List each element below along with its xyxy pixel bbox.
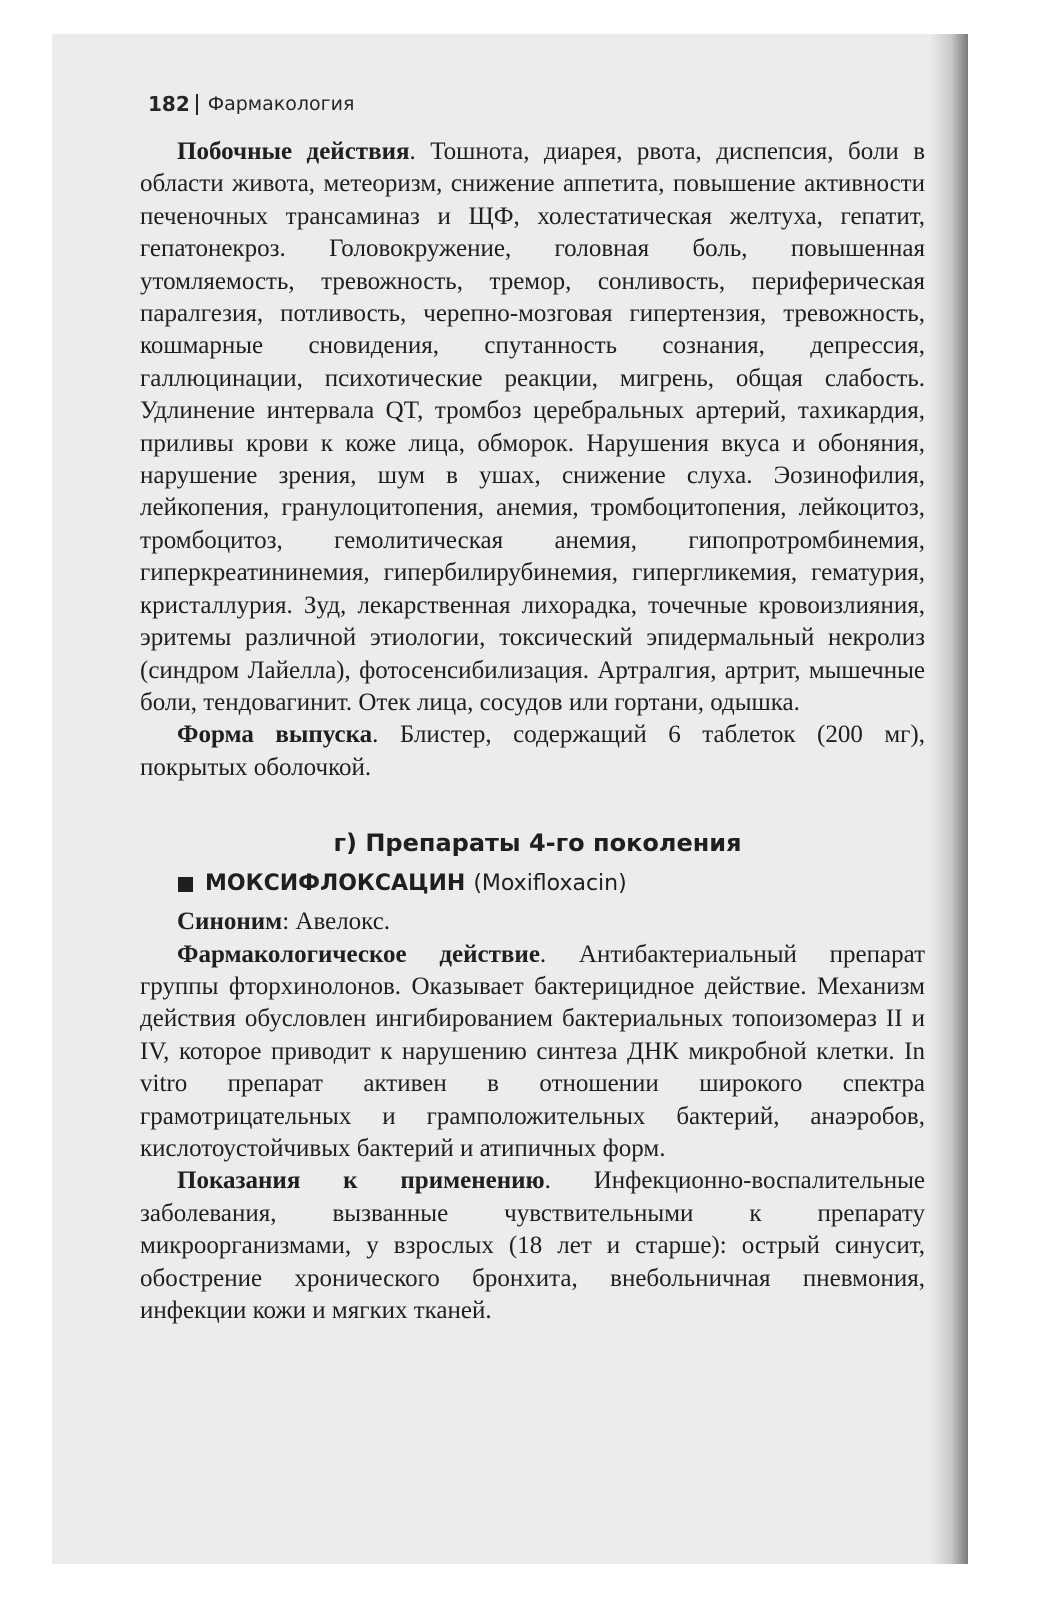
pharm-action-heading: Фармакологическое действие [177, 940, 540, 968]
side-effects-paragraph [140, 136, 925, 719]
section-title: г) Препараты 4-го поколения [333, 829, 742, 858]
release-form-text: . Блистер, содержащий 6 таблеток (200 мг), покрытых оболочкой. [140, 721, 926, 781]
square-bullet-icon [178, 877, 193, 892]
release-form-paragraph [140, 719, 925, 784]
drug-name: МОКСИФЛОКСАЦИН [205, 871, 466, 897]
page-number: 182 [148, 92, 190, 116]
header-divider [196, 94, 198, 115]
drug-latin-name: (Moxifloxacin) [473, 871, 627, 897]
drug-heading [178, 868, 925, 900]
side-effects-text: . Тошнота, диарея, рвота, диспепсия, боли в области живота, метеоризм, снижение аппетита, повышение активности печеночных трансаминаз и ЩФ, холестатическая желтуха, гепатит, гепатонекроз. Головокружение, головная боль, повышенная утомляемость, тревожность, тремор, сонливость, периферическая паралгезия, потливость, черепно-мозговая гипертензия, тревожность, кошмарные сновидения, спутанность сознания, депрессия, галлюцинации, психотические реакции, мигрень, общая слабость. Удлинение интервала QT, тромбоз церебральных артерий, тахикардия, приливы крови к коже лица, обморок. Нарушения вкуса и обоняния, нарушение зрения, шум в ушах, снижение слуха. Эозинофилия, лейкопения, гранулоцитопения, анемия, тромбоцитопения, лейкоцитоз, тромбоцитоз, гемолитическая анемия, гипопротромбинемия, гиперкреатининемия, гипербилирубинемия, гипергликемия, гематурия, кристаллурия. Зуд, лекарственная лихорадка, точечные кровоизлияния, эритемы различной этиологии, токсический эпидермальный некролиз (синдром Лайелла), фотосенсибилизация. Артралгия, артрит, мышечные боли, тендовагинит. Отек лица, сосудов или гортани, одышка. [140, 138, 925, 716]
indications-heading: Показания к применению [177, 1167, 545, 1195]
indications-text: . Инфекционно-воспалительные заболевания, вызванные чувствительными к препарату микроорганизмами, у взрослых (18 лет и старше): острый синусит, обострение хронического бронхита, внебольничная пневмония, инфекции кожи и мягких тканей. [140, 1167, 925, 1324]
indications-paragraph [140, 1165, 925, 1327]
synonym-text: : Авелокс. [282, 908, 391, 936]
running-head [148, 92, 354, 116]
synonym-heading: Синоним [177, 908, 283, 936]
pharm-action-text: . Антибактериальный препарат группы фторхинолонов. Оказывает бактерицидное действие. Механизм действия обусловлен ингибированием бактериальных топоизомераз II и IV, которое приводит к нарушению синтеза ДНК микробной клетки. In vitro препарат активен в отношении широкого спектра грамотрицательных и грамположительных бактерий, анаэробов, кислотоустойчивых бактерий и атипичных форм. [140, 940, 925, 1162]
page-binding-shadow [930, 34, 968, 1564]
release-form-heading: Форма выпуска [177, 721, 373, 749]
page-body [140, 136, 925, 1327]
side-effects-heading: Побочные действия [177, 138, 410, 165]
pharm-action-paragraph [140, 939, 925, 1166]
book-title: Фармакология [207, 93, 355, 115]
synonym-paragraph [140, 906, 925, 938]
book-page [52, 34, 968, 1564]
